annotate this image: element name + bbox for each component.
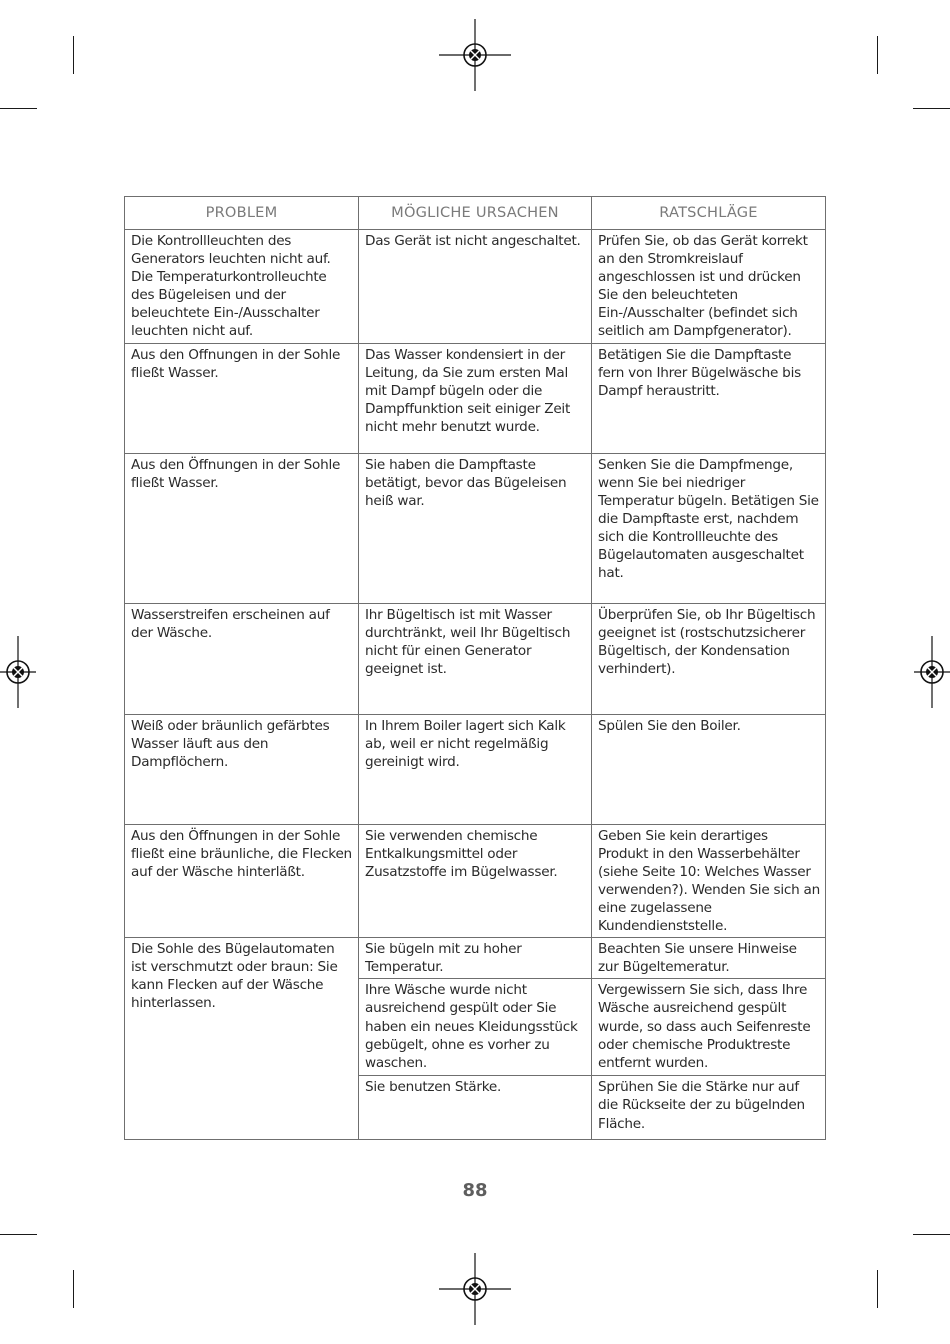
crop-mark <box>877 36 878 74</box>
table-row <box>125 453 826 603</box>
cause-cell: Sie verwenden chemische Entkalkungsmittel oder Zusatzstoffe im Bügelwasser. <box>359 824 592 938</box>
cause-cell: In Ihrem Boiler lagert sich Kalk ab, weil er nicht regelmäßig gereinigt wird. <box>359 714 592 824</box>
column-header-causes: MÖGLICHE URSACHEN <box>359 197 592 230</box>
problem-cell: Aus den Öffnungen in der Sohle fließt eine bräunliche, die Flecken auf der Wäsche hinterläßt. <box>125 824 359 938</box>
problem-cell: Die Sohle des Bügelautomaten ist verschmutzt oder braun: Sie kann Flecken auf der Wäsche hinterlassen. <box>125 938 359 1140</box>
column-header-problem: PROBLEM <box>125 197 359 230</box>
registration-mark-icon <box>914 636 950 708</box>
advice-cell: Beachten Sie unsere Hinweise zur Bügeltemeratur. <box>592 938 826 979</box>
registration-mark-icon <box>439 1253 511 1325</box>
crop-mark <box>913 1234 950 1235</box>
crop-mark <box>0 1234 37 1235</box>
advice-cell: Vergewissern Sie sich, dass Ihre Wäsche ausreichend gespült wurde, so dass auch Seifenreste oder chemische Produktreste entfernt wurden. <box>592 979 826 1076</box>
table-row <box>125 824 826 938</box>
crop-mark <box>877 1270 878 1308</box>
problem-cell: Weiß oder bräunlich gefärbtes Wasser läuft aus den Dampflöchern. <box>125 714 359 824</box>
advice-cell: Spülen Sie den Boiler. <box>592 714 826 824</box>
advice-cell: Betätigen Sie die Dampftaste fern von Ihrer Bügelwäsche bis Dampf heraustritt. <box>592 343 826 453</box>
advice-cell: Prüfen Sie, ob das Gerät korrekt an den Stromkreislauf angeschlossen ist und drücken Sie den beleuchteten Ein-/Ausschalter (befindet sich seitlich am Dampfgenerator). <box>592 230 826 344</box>
advice-cell: Geben Sie kein derartiges Produkt in den Wasserbehälter (siehe Seite 10: Welches Wasser verwenden?). Wenden Sie sich an eine zugelassene Kundendienststelle. <box>592 824 826 938</box>
troubleshooting-table <box>124 196 826 1140</box>
table-row <box>125 714 826 824</box>
advice-cell: Überprüfen Sie, ob Ihr Bügeltisch geeignet ist (rostschutzsicherer Bügeltisch, der Kondensation verhindert). <box>592 603 826 714</box>
problem-cell: Wasserstreifen erscheinen auf der Wäsche. <box>125 603 359 714</box>
cause-cell: Das Wasser kondensiert in der Leitung, da Sie zum ersten Mal mit Dampf bügeln oder die Dampffunktion seit einiger Zeit nicht mehr benutzt wurde. <box>359 343 592 453</box>
crop-mark <box>73 1270 74 1308</box>
problem-cell: Aus den Öffnungen in der Sohle fließt Wasser. <box>125 453 359 603</box>
cause-cell: Sie bügeln mit zu hoher Temperatur. <box>359 938 592 979</box>
table-header-row <box>125 197 826 230</box>
cause-cell: Ihre Wäsche wurde nicht ausreichend gespült oder Sie haben ein neues Kleidungsstück gebügelt, ohne es vorher zu waschen. <box>359 979 592 1076</box>
registration-mark-icon <box>439 19 511 91</box>
table-row <box>125 938 826 979</box>
crop-mark <box>0 108 37 109</box>
crop-mark <box>913 108 950 109</box>
crop-mark <box>73 36 74 74</box>
column-header-advice: RATSCHLÄGE <box>592 197 826 230</box>
advice-cell: Sprühen Sie die Stärke nur auf die Rückseite der zu bügelnden Fläche. <box>592 1076 826 1140</box>
registration-mark-icon <box>0 636 36 708</box>
table-row <box>125 230 826 344</box>
problem-cell: Die Kontrollleuchten des Generators leuchten nicht auf. Die Temperaturkontrolleuchte des Bügeleisen und der beleuchtete Ein-/Ausschalter leuchten nicht auf. <box>125 230 359 344</box>
cause-cell: Ihr Bügeltisch ist mit Wasser durchtränkt, weil Ihr Bügeltisch nicht für einen Generator geeignet ist. <box>359 603 592 714</box>
page-number: 88 <box>462 1180 488 1201</box>
problem-cell: Aus den Offnungen in der Sohle fließt Wasser. <box>125 343 359 453</box>
advice-cell: Senken Sie die Dampfmenge, wenn Sie bei niedriger Temperatur bügeln. Betätigen Sie die Dampftaste erst, nachdem sich die Kontrollleuchte des Bügelautomaten ausgeschaltet hat. <box>592 453 826 603</box>
table-row <box>125 603 826 714</box>
table-row <box>125 343 826 453</box>
cause-cell: Das Gerät ist nicht angeschaltet. <box>359 230 592 344</box>
cause-cell: Sie benutzen Stärke. <box>359 1076 592 1140</box>
cause-cell: Sie haben die Dampftaste betätigt, bevor das Bügeleisen heiß war. <box>359 453 592 603</box>
